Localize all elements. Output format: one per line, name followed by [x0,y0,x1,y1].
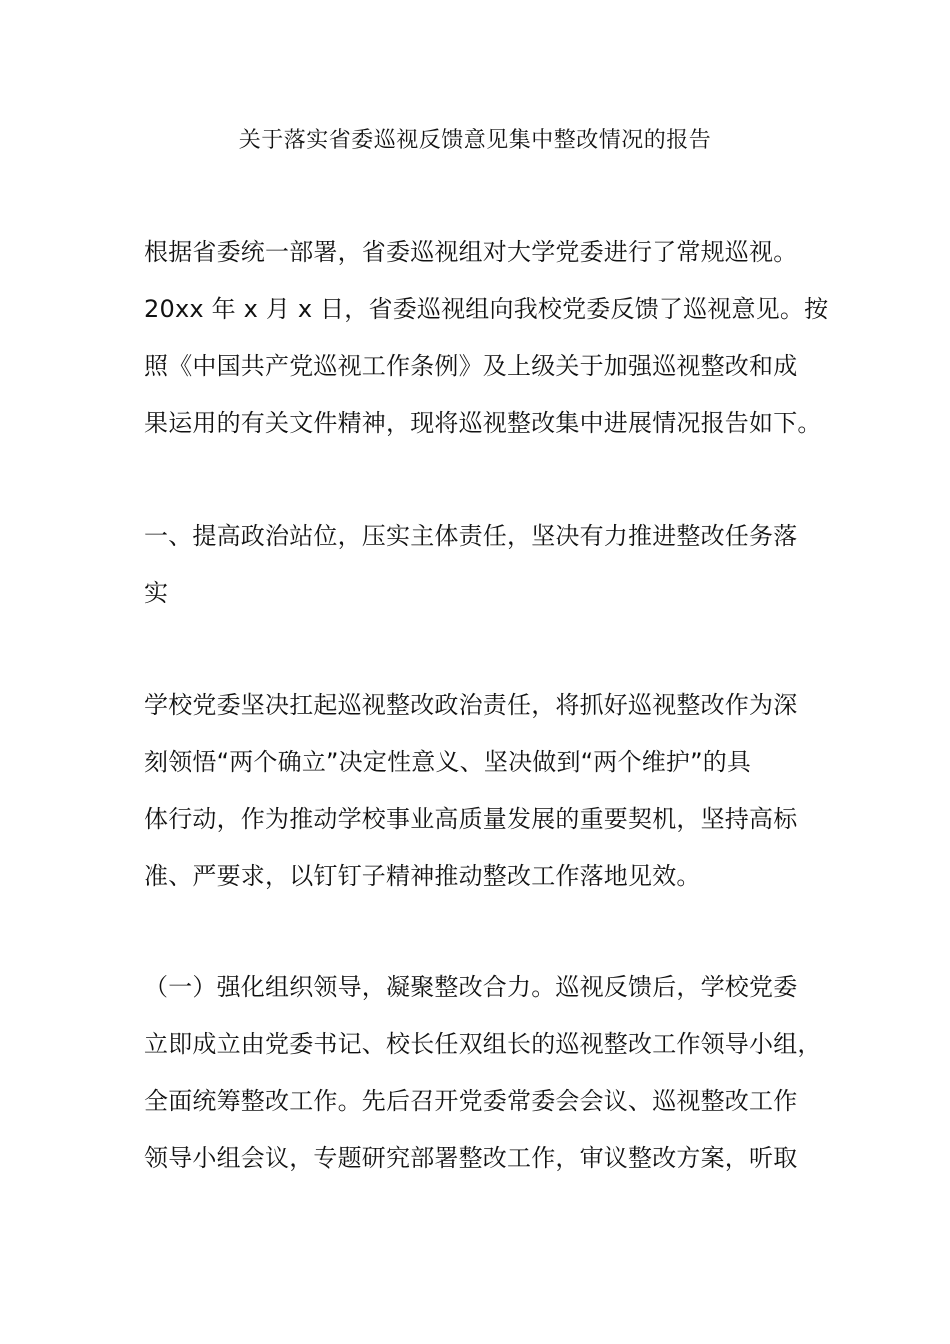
paragraph-line: 体行动，作为推动学校事业高质量发展的重要契机，坚持高标 [144,805,798,833]
paragraph-line: 刻领悟“两个确立”决定性意义、坚决做到“两个维护”的具 [144,748,752,776]
intro-line: 根据省委统一部署，省委巡视组对大学党委进行了常规巡视。 [144,238,798,266]
intro-line: 20xx 年 x 月 x 日，省委巡视组向我校党委反馈了巡视意见。按 [144,295,829,323]
section-heading-1 [144,508,804,622]
heading-line: 一、提高政治站位，压实主体责任，坚决有力推进整改任务落 [144,522,798,550]
intro-line: 果运用的有关文件精神，现将巡视整改集中进展情况报告如下。 [144,409,822,437]
document-title: 关于落实省委巡视反馈意见集中整改情况的报告 [238,128,712,153]
paragraph-line: 学校党委坚决扛起巡视整改政治责任，将抓好巡视整改作为深 [144,691,798,719]
intro-paragraph [144,224,829,452]
paragraph-line: （一）强化组织领导，凝聚整改合力。巡视反馈后，学校党委 [144,973,798,1001]
paragraph-line: 全面统筹整改工作。先后召开党委常委会会议、巡视整改工作 [144,1087,798,1115]
subsection-1-paragraph [144,959,822,1187]
paragraph-line: 立即成立由党委书记、校长任双组长的巡视整改工作领导小组， [144,1030,822,1058]
intro-line: 照《中国共产党巡视工作条例》及上级关于加强巡视整改和成 [144,352,798,380]
paragraph-line: 准、严要求，以钉钉子精神推动整改工作落地见效。 [144,862,701,890]
section-1-paragraph [144,677,804,905]
paragraph-line: 领导小组会议，专题研究部署整改工作，审议整改方案，听取 [144,1144,798,1172]
heading-line: 实 [144,579,169,607]
